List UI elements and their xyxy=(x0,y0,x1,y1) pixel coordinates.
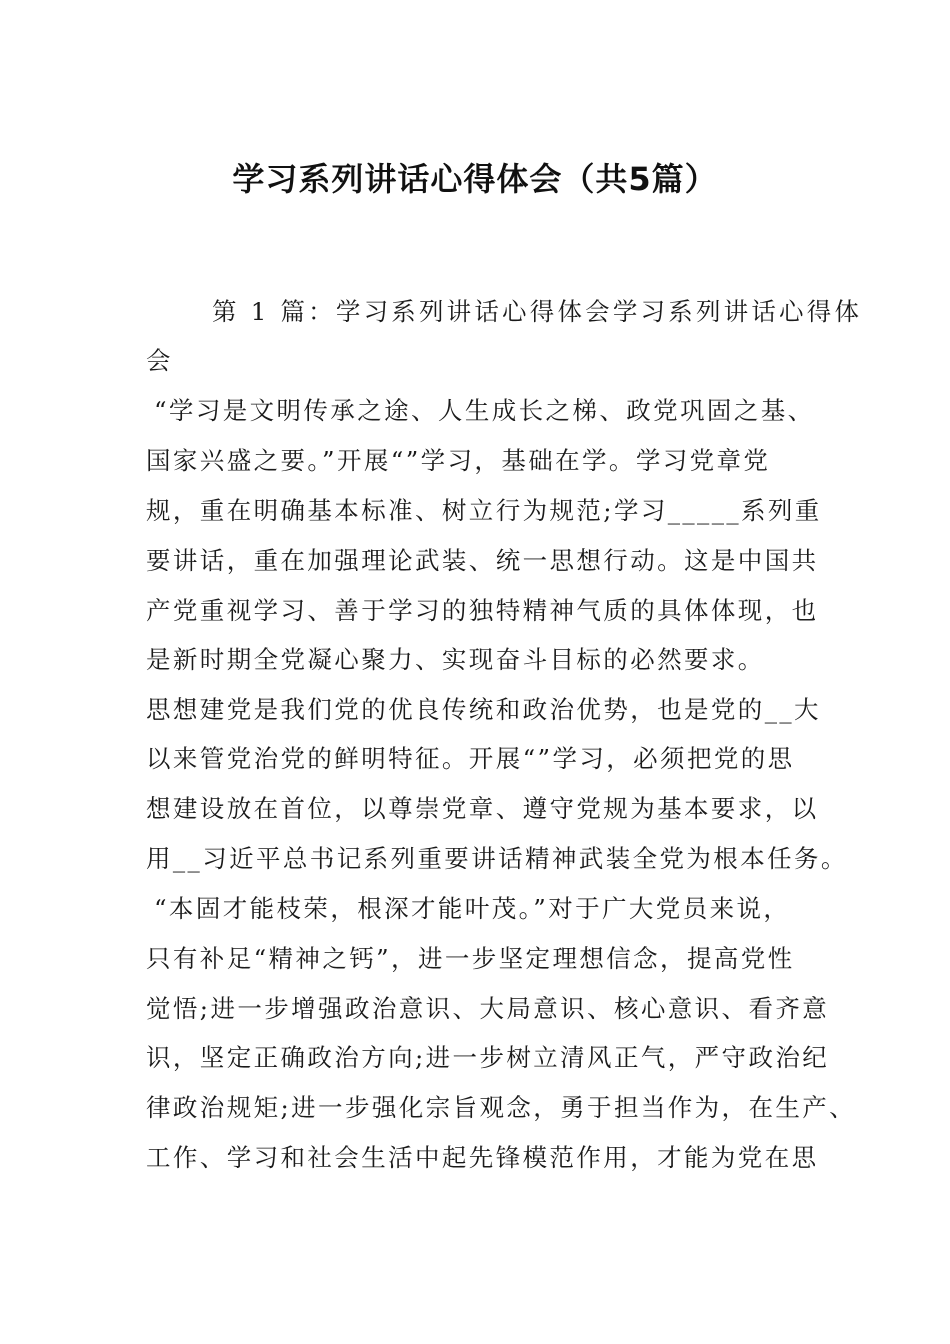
paragraph-line: 会 xyxy=(146,346,174,375)
paragraph-line: 想建设放在首位，以尊崇党章、遵守党规为基本要求，以 xyxy=(146,794,819,823)
paragraph-line: 工作、学习和社会生活中起先锋模范作用，才能为党在思 xyxy=(146,1143,819,1172)
paragraph-line: “学习是文明传承之途、人生成长之梯、政党巩固之基、 xyxy=(154,396,815,425)
paragraph-line: 第 1 篇：学习系列讲话心得体会学习系列讲话心得体 xyxy=(212,297,863,326)
paragraph-line: 是新时期全党凝心聚力、实现奋斗目标的必然要求。 xyxy=(146,645,765,674)
paragraph-line: 规，重在明确基本标准、树立行为规范;学习_____系列重 xyxy=(146,496,822,525)
paragraph-line: 思想建党是我们党的优良传统和政治优势，也是党的__大 xyxy=(146,695,821,724)
paragraph-line: 国家兴盛之要。”开展“”学习，基础在学。学习党章党 xyxy=(146,446,771,475)
paragraph-line: 要讲话，重在加强理论武装、统一思想行动。这是中国共 xyxy=(146,546,819,575)
paragraph-line: 律政治规矩;进一步强化宗旨观念，勇于担当作为，在生产、 xyxy=(146,1093,857,1122)
paragraph-line: 以来管党治党的鲜明特征。开展“”学习，必须把党的思 xyxy=(146,744,795,773)
paragraph-line: 只有补足“精神之钙”，进一步坚定理想信念，提高党性 xyxy=(146,944,795,973)
paragraph-line: “本固才能枝荣，根深才能叶茂。”对于广大党员来说， xyxy=(154,894,791,923)
paragraph-line: 觉悟;进一步增强政治意识、大局意识、核心意识、看齐意 xyxy=(146,994,830,1023)
document-title: 学习系列讲话心得体会（共5篇） xyxy=(232,160,718,198)
paragraph-line: 产党重视学习、善于学习的独特精神气质的具体体现，也 xyxy=(146,596,819,625)
paragraph-line: 用__习近平总书记系列重要讲话精神武装全党为根本任务。 xyxy=(146,844,848,873)
paragraph-line: 识，坚定正确政治方向;进一步树立清风正气，严守政治纪 xyxy=(146,1043,830,1072)
